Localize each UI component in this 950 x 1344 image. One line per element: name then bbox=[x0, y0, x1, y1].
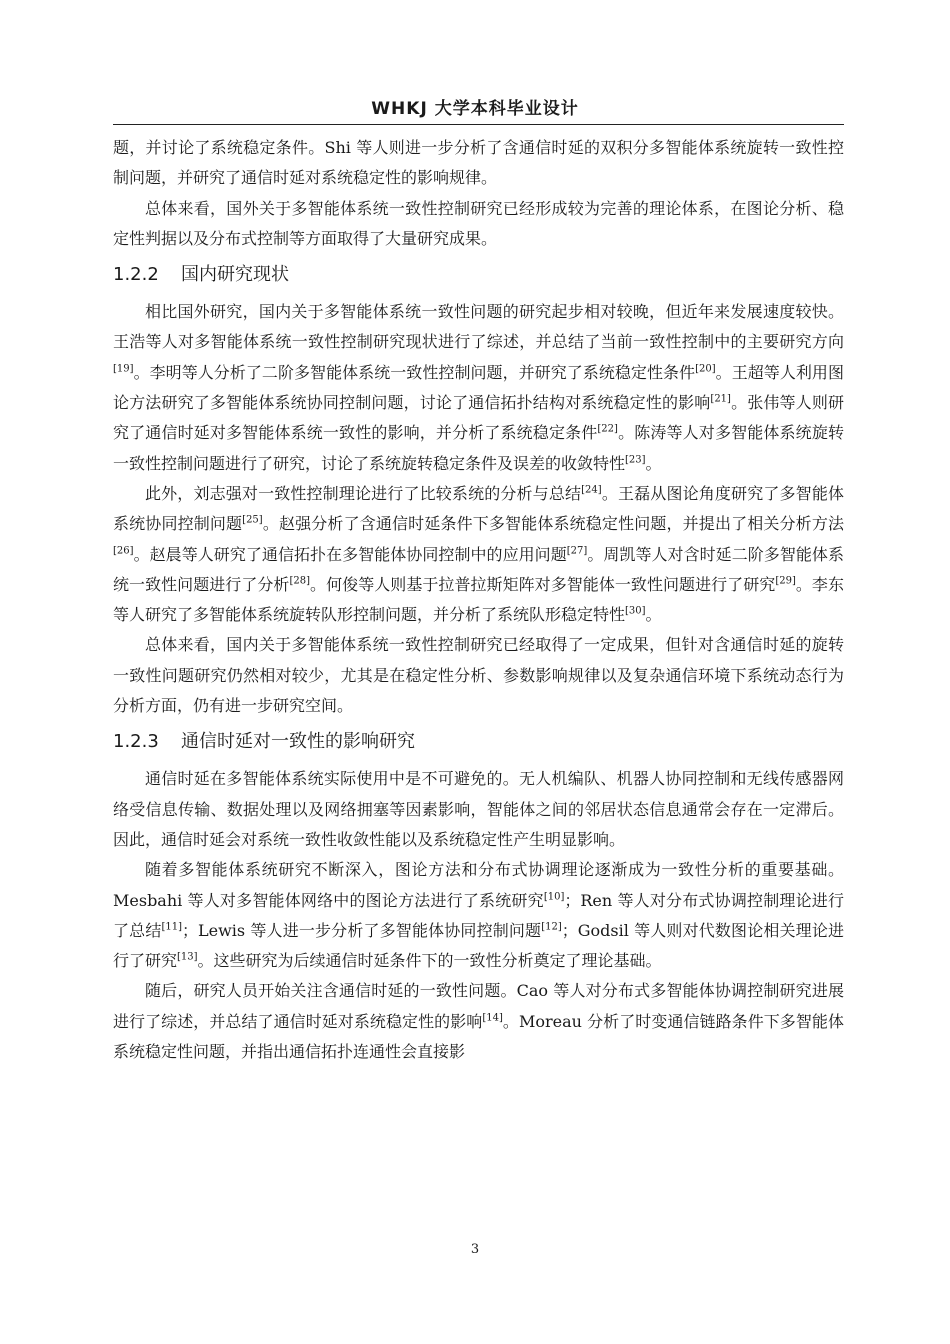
paragraph-text: ；Godsil 等人则对代数图论相关理论进行了研究 bbox=[113, 920, 844, 971]
paragraph bbox=[113, 976, 844, 1067]
section-heading-1-2-2 bbox=[113, 261, 844, 289]
citation: [20] bbox=[695, 363, 716, 375]
paragraph-text: 。Moreau 分析了时变通信链路条件下多智能体系统稳定性问题，并指出通信拓扑连通性会直接影 bbox=[113, 1011, 844, 1062]
paragraph-text: 。张伟等人则研究了通信时延对多智能体系统一致性的影响，并分析了系统稳定条件 bbox=[113, 393, 844, 443]
paragraph-text: 。何俊等人则基于拉普拉斯矩阵对多智能体一致性问题进行了研究 bbox=[310, 574, 776, 594]
citation: [22] bbox=[597, 424, 618, 436]
header-divider bbox=[113, 124, 844, 125]
paragraph bbox=[113, 297, 844, 479]
section-heading-1-2-3 bbox=[113, 728, 844, 756]
paragraph-text: 。王超等人利用图论方法研究了多智能体系统协同控制问题，讨论了通信拓扑结构对系统稳定性的影响 bbox=[113, 362, 844, 413]
paragraph-text: 随后，研究人员开始关注含通信时延的一致性问题。Cao 等人对分布式多智能体协调控制研究进展进行了综述，并总结了通信时延对系统稳定性的影响 bbox=[113, 981, 844, 1031]
header-title: WHKJ 大学本科毕业设计 bbox=[371, 99, 579, 119]
paragraph-text: ；Ren 等人对分布式协调控制理论进行了总结 bbox=[113, 890, 844, 940]
citation: [25] bbox=[242, 514, 263, 526]
citation: [19] bbox=[113, 363, 134, 375]
paragraph: 题，并讨论了系统稳定条件。Shi 等人则进一步分析了含通信时延的双积分多智能体系统旋转一致性控制问题，并研究了通信时延对系统稳定性的影响规律。 bbox=[113, 138, 844, 188]
paragraph: 通信时延在多智能体系统实际使用中是不可避免的。无人机编队、机器人协同控制和无线传感器网络受信息传输、数据处理以及网络拥塞等因素影响，智能体之间的邻居状态信息通常会存在一定滞后。因此，通信时延会对系统一致性收敛性能以及系统稳定性产生明显影响。 bbox=[113, 769, 844, 849]
paragraph-text: 。李明等人分析了二阶多智能体系统一致性控制问题，并研究了系统稳定性条件 bbox=[133, 362, 696, 382]
paragraph bbox=[113, 855, 844, 976]
citation: [12] bbox=[541, 921, 562, 933]
paragraph: 总体来看，国内关于多智能体系统一致性控制研究已经取得了一定成果，但针对含通信时延的旋转一致性问题研究仍然相对较少，尤其是在稳定性分析、参数影响规律以及复杂通信环境下系统动态行为分析方面，仍有进一步研究空间。 bbox=[113, 635, 844, 716]
paragraph-text: 。这些研究为后续通信时延条件下的一致性分析奠定了理论基础。 bbox=[197, 951, 662, 971]
citation: [10] bbox=[543, 891, 565, 903]
section-number: 1.2.3 bbox=[113, 731, 159, 753]
section-title: 国内研究现状 bbox=[181, 264, 289, 286]
paragraph-text: 。 bbox=[645, 453, 662, 473]
citation: [30] bbox=[625, 605, 646, 617]
paragraph-text: 。李东等人研究了多智能体系统旋转队形控制问题，并分析了系统队形稳定特性 bbox=[113, 574, 844, 625]
section-title: 通信时延对一致性的影响研究 bbox=[181, 731, 415, 753]
paragraph-text: 此外，刘志强对一致性控制理论进行了比较系统的分析与总结 bbox=[145, 483, 582, 503]
section-number: 1.2.2 bbox=[113, 264, 159, 286]
citation: [11] bbox=[161, 921, 183, 933]
paragraph-text: 。周凯等人对含时延二阶多智能体系统一致性问题进行了分析 bbox=[113, 544, 844, 594]
page-body bbox=[113, 133, 844, 1067]
paragraph-text: ；Lewis 等人进一步分析了多智能体协同控制问题 bbox=[182, 920, 542, 940]
citation: [24] bbox=[581, 484, 602, 496]
citation: [23] bbox=[625, 454, 646, 466]
paragraph-text: 。陈涛等人对多智能体系统旋转一致性控制问题进行了研究，讨论了系统旋转稳定条件及误差的收敛特性 bbox=[113, 423, 844, 473]
paragraph-text: 。赵晨等人研究了通信拓扑在多智能体协同控制中的应用问题 bbox=[133, 544, 567, 564]
paragraph: 总体来看，国外关于多智能体系统一致性控制研究已经形成较为完善的理论体系，在图论分析、稳定性判据以及分布式控制等方面取得了大量研究成果。 bbox=[113, 198, 844, 248]
paragraph-text: 。王磊从图论角度研究了多智能体系统协同控制问题 bbox=[113, 483, 844, 534]
paragraph-text: 相比国外研究，国内关于多智能体系统一致性问题的研究起步相对较晚，但近年来发展速度较快。王浩等人对多智能体系统一致性控制研究现状进行了综述，并总结了当前一致性控制中的主要研究方向 bbox=[113, 302, 844, 352]
citation: [21] bbox=[710, 393, 731, 405]
paragraph-text: 。赵强分析了含通信时延条件下多智能体系统稳定性问题，并提出了相关分析方法 bbox=[262, 514, 844, 534]
citation: [14] bbox=[482, 1012, 503, 1024]
paragraph bbox=[113, 479, 844, 630]
paragraph-text: 。 bbox=[645, 605, 662, 625]
citation: [13] bbox=[177, 951, 198, 963]
citation: [27] bbox=[566, 545, 588, 557]
citation: [26] bbox=[113, 545, 134, 557]
citation: [29] bbox=[775, 575, 796, 587]
citation: [28] bbox=[289, 575, 311, 587]
page-number: 3 bbox=[470, 1242, 480, 1257]
paragraph-text: 随着多智能体系统研究不断深入，图论方法和分布式协调理论逐渐成为一致性分析的重要基础。Mesbahi 等人对多智能体网络中的图论方法进行了系统研究 bbox=[113, 860, 844, 910]
